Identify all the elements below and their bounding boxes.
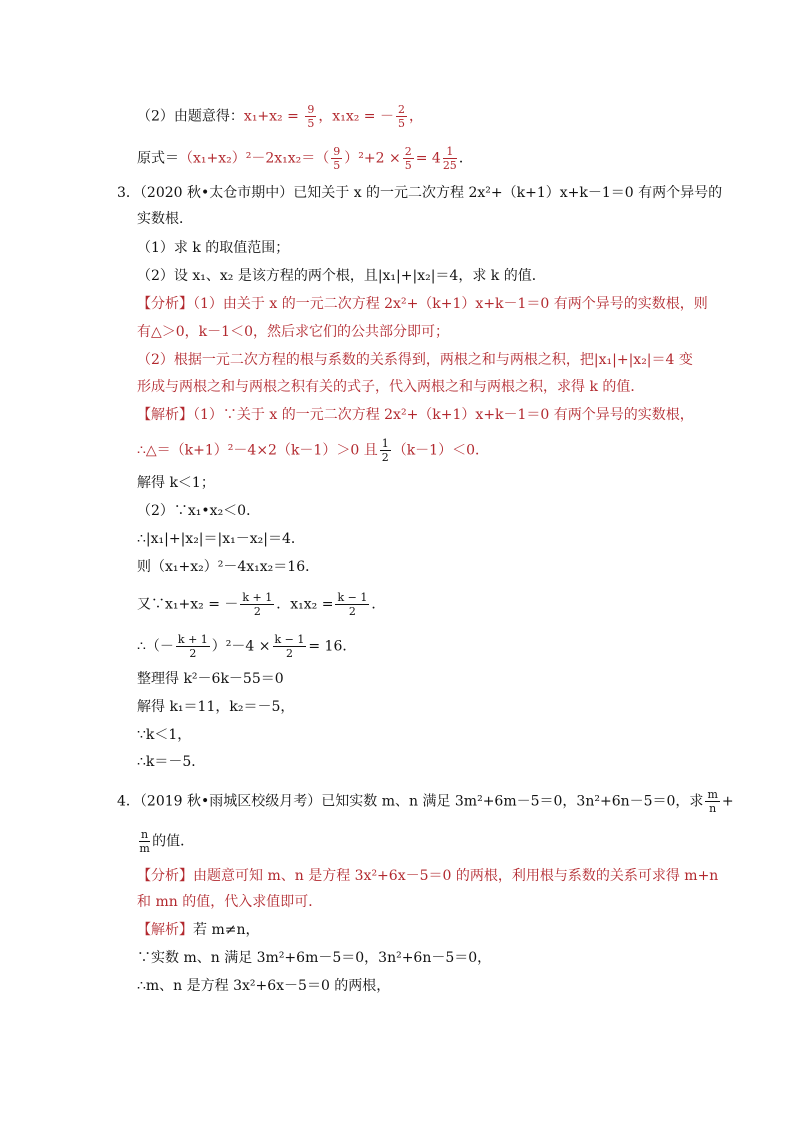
question-3-line-2: 实数根． — [137, 211, 193, 227]
fraction: $\frac{k - 1}{2}$ — [274, 633, 305, 660]
fraction: $\frac{k + 1}{2}$ — [177, 633, 208, 660]
fraction: $\frac{2}{5}$ — [397, 103, 405, 130]
analysis-line-3: （2）根据一元二次方程的根与系数的关系得到，两根之和与两根之积，把|x₁|+|x₂|＝4 变 — [137, 352, 693, 368]
original-expression-line: 原式＝（x₁+x₂）²－2x₁x₂＝（ $\frac{9}{5}$ ）²+2 × $\frac{2}{5}$ = 4 $\frac{1}{25}$ ． — [137, 145, 473, 172]
fraction: $\frac{9}{5}$ — [333, 145, 341, 172]
analysis-tag: 【分析】 — [137, 296, 193, 312]
analysis-line-1: 【分析】（1）由关于 x 的一元二次方程 2x²+（k+1）x+k－1＝0 有两个异号的实数根，则 — [137, 296, 708, 312]
fraction: $\frac{k + 1}{2}$ — [242, 591, 273, 618]
solution-line-12: ∴k＝－5． — [137, 754, 206, 770]
analysis4-line-1: 【分析】由题意可知 m、n 是方程 3x²+6x－5＝0 的两根，利用根与系数的关系可求得 m+n — [137, 868, 719, 884]
question-number: 4． — [117, 793, 140, 810]
solution4-line-2: ∵实数 m、n 满足 3m²+6m－5＝0，3n²+6n－5＝0， — [137, 950, 492, 966]
question-number: 3． — [117, 185, 140, 201]
solution-line-11: ∵k＜1， — [137, 727, 192, 743]
solution4-line-3: ∴m、n 是方程 3x²+6x－5＝0 的两根， — [137, 978, 391, 994]
solution-line-2: ∴△＝（k+1）²－4×2（k－1）＞0 且 $\frac{1}{2}$ （k－1）＜0． — [137, 437, 490, 464]
fraction: $\frac{k - 1}{2}$ — [337, 591, 368, 618]
solution-tag: 【解析】 — [137, 407, 193, 423]
solution-line-7: 又∵x₁+x₂ = － $\frac{k + 1}{2}$ ．x₁x₂ = $\frac{k - 1}{2}$ ． — [137, 591, 386, 618]
solution-line-8: ∴（－ $\frac{k + 1}{2}$ ）²－4 × $\frac{k - 1}{2}$ = 16． — [137, 633, 357, 660]
solution-line-1: 【解析】（1）∵关于 x 的一元二次方程 2x²+（k+1）x+k－1＝0 有两个异号的实数根， — [137, 407, 694, 423]
part2-product: ，x₁x₂ = － — [318, 108, 394, 125]
analysis-line-2: 有△＞0，k－1＜0，然后求它们的公共部分即可； — [137, 324, 449, 340]
fraction: $\frac{m}{n}$ — [707, 788, 718, 815]
analysis-tag: 【分析】 — [137, 868, 193, 884]
question-4-line-2: $\frac{n}{m}$ 的值． — [139, 828, 195, 855]
solution-line-3: 解得 k＜1； — [137, 475, 215, 491]
question-3-part-1: （1）求 k 的取值范围； — [137, 240, 290, 256]
solution-line-10: 解得 k₁＝11，k₂＝－5， — [137, 699, 295, 715]
question-4-line-1: 4．（2019 秋•雨城区校级月考）已知实数 m、n 满足 3m²+6m－5＝0，3n²+6n－5＝0，求 $\frac{m}{n}$ + — [117, 788, 734, 815]
fraction: $\frac{n}{m}$ — [139, 828, 150, 855]
part2-lead: （2）由题意得： — [137, 108, 244, 125]
question-3-line-1: 3．（2020 秋•太仓市期中）已知关于 x 的一元二次方程 2x²+（k+1）x+k－1＝0 有两个异号的 — [117, 185, 723, 201]
part2-line: （2）由题意得：x₁+x₂ = $\frac{9}{5}$ ，x₁x₂ = － $\frac{2}{5}$ ， — [137, 103, 423, 130]
analysis4-line-2: 和 mn 的值，代入求值即可． — [137, 894, 323, 910]
solution-line-9: 整理得 k²－6k－55＝0 — [137, 671, 284, 687]
solution-line-6: 则（x₁+x₂）²－4x₁x₂＝16． — [137, 559, 320, 575]
solution-tag: 【解析】 — [137, 922, 193, 938]
solution-line-5: ∴|x₁|+|x₂|＝|x₁－x₂|＝4． — [137, 531, 305, 547]
fraction: $\frac{9}{5}$ — [307, 103, 315, 130]
fraction: $\frac{2}{5}$ — [404, 145, 412, 172]
fraction: $\frac{1}{25}$ — [442, 145, 457, 172]
solution4-line-1: 【解析】若 m≠n， — [137, 922, 260, 938]
analysis-line-4: 形成与两根之和与两根之积有关的式子，代入两根之和与两根之积，求得 k 的值． — [137, 379, 645, 395]
solution-line-4: （2）∵x₁•x₂＜0． — [137, 503, 261, 519]
part2-sum: x₁+x₂ = — [243, 108, 304, 125]
fraction: $\frac{1}{2}$ — [381, 437, 389, 464]
question-3-part-2: （2）设 x₁、x₂ 是该方程的两个根，且|x₁|+|x₂|＝4，求 k 的值． — [137, 268, 546, 284]
